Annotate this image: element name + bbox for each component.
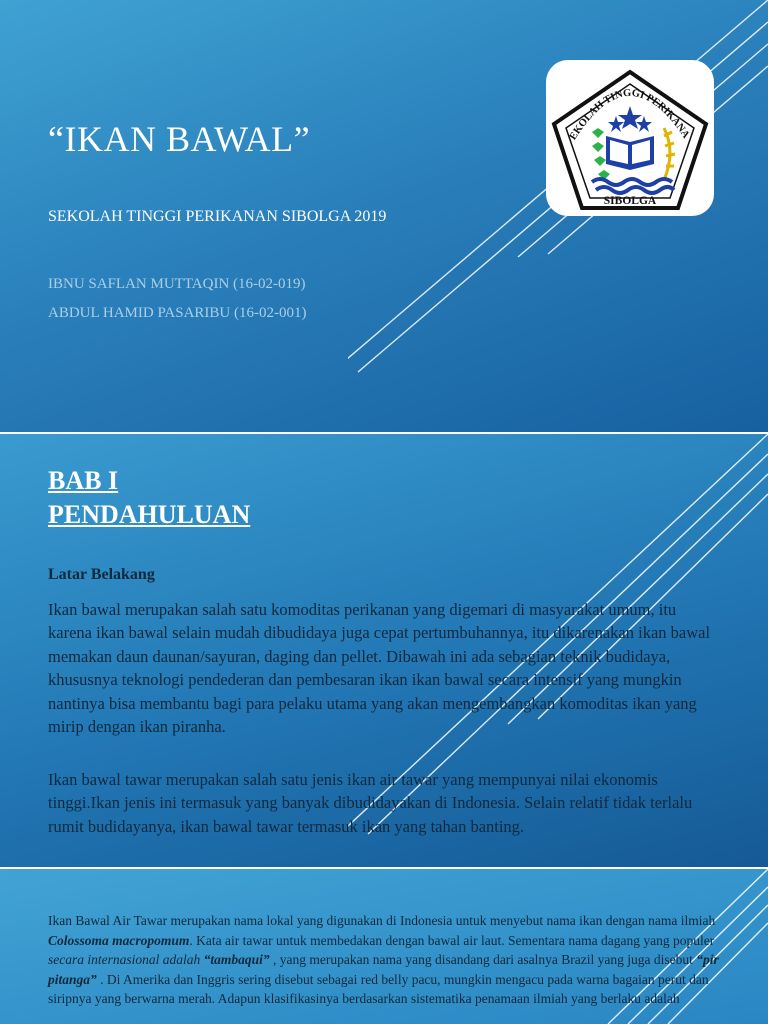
paragraph-1: Ikan bawal merupakan salah satu komoditas perikanan yang digemari di masyarakat umum, itu karena ikan bawal selain mudah dibudidaya juga cepat pertumbuhannya, itu dikarenakan ikan bawal memakan daun daunan/sayuran, daging dan pellet. Dibawah ini ada sebagian teknik budidaya, khususnya teknologi pendederan dan pembesaran ikan ikan bawal secara intensif yang mungkin nantinya bisa membantu bagi para pelaku utama yang akan mengembangkan komoditas ikan yang mirip dengan ikan piranha. (48, 600, 711, 737)
desc-text-2: . Kata air tawar untuk membedakan dengan bawal air laut. Sementara nama dagang yang populer (189, 932, 715, 948)
chapter-number: BAB I (48, 466, 119, 495)
scientific-name: Colossoma macropomum (48, 932, 190, 948)
presentation-title: “IKAN BAWAL” (48, 119, 311, 159)
description-slide (0, 869, 768, 1024)
title-slide (0, 0, 768, 432)
trade-name-pir-pitanga: “pir pitanga” (48, 952, 719, 987)
presentation-subtitle: SEKOLAH TINGGI PERIKANAN SIBOLGA 2019 (48, 208, 387, 225)
chapter-heading (48, 464, 250, 532)
section-title: Latar Belakang (48, 566, 155, 583)
introduction-slide (0, 434, 768, 867)
intl-phrase: secara internasional adalah (48, 952, 204, 967)
chapter-title: PENDAHULUAN (48, 500, 251, 529)
author-2: ABDUL HAMID PASARIBU (16-02-001) (48, 305, 307, 321)
desc-text-3: , yang merupakan nama yang disandang dari asalnya Brazil yang juga disebut (269, 952, 697, 967)
logo-ring-text: EKOLAH TINGGI PERIKANA (567, 87, 692, 143)
school-emblem-icon (546, 60, 714, 216)
author-1: IBNU SAFLAN MUTTAQIN (16-02-019) (48, 276, 306, 292)
school-logo (546, 60, 714, 216)
desc-text-4: . Di Amerika dan Inggris sering disebut sebagai red belly pacu, mungkin mengacu pada warna bagaian perut dan siripnya yang berwarna merah. Adapun klasifikasinya berdasarkan sistematika penamaan ilmiah yang berlaku adalah (48, 971, 709, 1006)
trade-name-tambaqui: “tambaqui” (203, 952, 270, 967)
description-paragraph (48, 911, 724, 1009)
logo-banner-text: SIBOLGA (603, 195, 657, 207)
paragraph-2: Ikan bawal tawar merupakan salah satu jenis ikan air tawar yang mempunyai nilai ekonomis tinggi.Ikan jenis ini termasuk yang banyak dibudidayakan di Indonesia. Selain relatif tidak terlalu rumit budidayanya, ikan bawal tawar termasuk ikan yang tahan banting. (48, 770, 693, 836)
desc-text-1: Ikan Bawal Air Tawar merupakan nama lokal yang digunakan di Indonesia untuk menyebut nama ikan dengan nama ilmiah (48, 913, 716, 928)
